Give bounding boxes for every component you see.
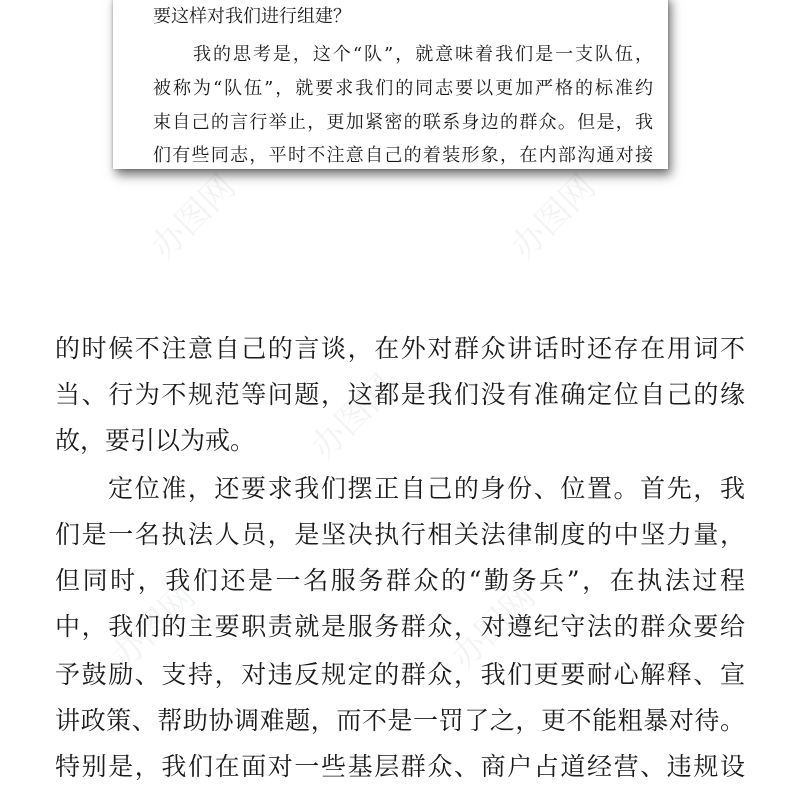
paragraph-line: 但同时，我们还是一名服务群众的“勤务兵”，在执法过程 xyxy=(55,566,745,595)
paragraph-line: 定位准，还要求我们摆正自己的身份、位置。首先，我 xyxy=(108,474,745,503)
watermark: 办图网 xyxy=(103,576,204,678)
paragraph-line: 中，我们的主要职责就是服务群众，对遵纪守法的群众要给 xyxy=(55,612,745,641)
watermark: 办图网 xyxy=(443,576,544,678)
excerpt-line: 们有些同志，平时不注意自己的着装形象，在内部沟通对接 xyxy=(153,145,653,166)
paragraph-line: 予鼓励、支持，对违反规定的群众，我们更要耐心解释、宣 xyxy=(55,660,745,689)
excerpt-line: 束自己的言行举止，更加紧密的联系身边的群众。但是，我 xyxy=(153,112,653,133)
watermark: 办图网 xyxy=(143,166,244,268)
excerpt-line: 要这样对我们进行组建？ xyxy=(153,6,351,27)
watermark: 办图网 xyxy=(503,166,604,268)
quoted-excerpt-card xyxy=(113,0,668,169)
excerpt-line: 我的思考是，这个“队”，就意味着我们是一支队伍， xyxy=(193,44,653,65)
paragraph-line: 讲政策、帮助协调难题，而不是一罚了之，更不能粗暴对待。 xyxy=(55,706,745,735)
watermark: 办图网 xyxy=(303,366,404,468)
paragraph-line: 们是一名执法人员，是坚决执行相关法律制度的中坚力量， xyxy=(55,520,745,549)
excerpt-line: 被称为“队伍”，就要求我们的同志要以更加严格的标准约 xyxy=(153,78,653,99)
paragraph-line: 当、行为不规范等问题，这都是我们没有准确定位自己的缘 xyxy=(55,380,745,409)
paragraph-line: 故，要引以为戒。 xyxy=(55,426,256,455)
paragraph-line: 特别是，我们在面对一些基层群众、商户占道经营、违规设 xyxy=(55,752,745,781)
paragraph-line: 的时候不注意自己的言谈，在外对群众讲话时还存在用词不 xyxy=(55,334,745,363)
